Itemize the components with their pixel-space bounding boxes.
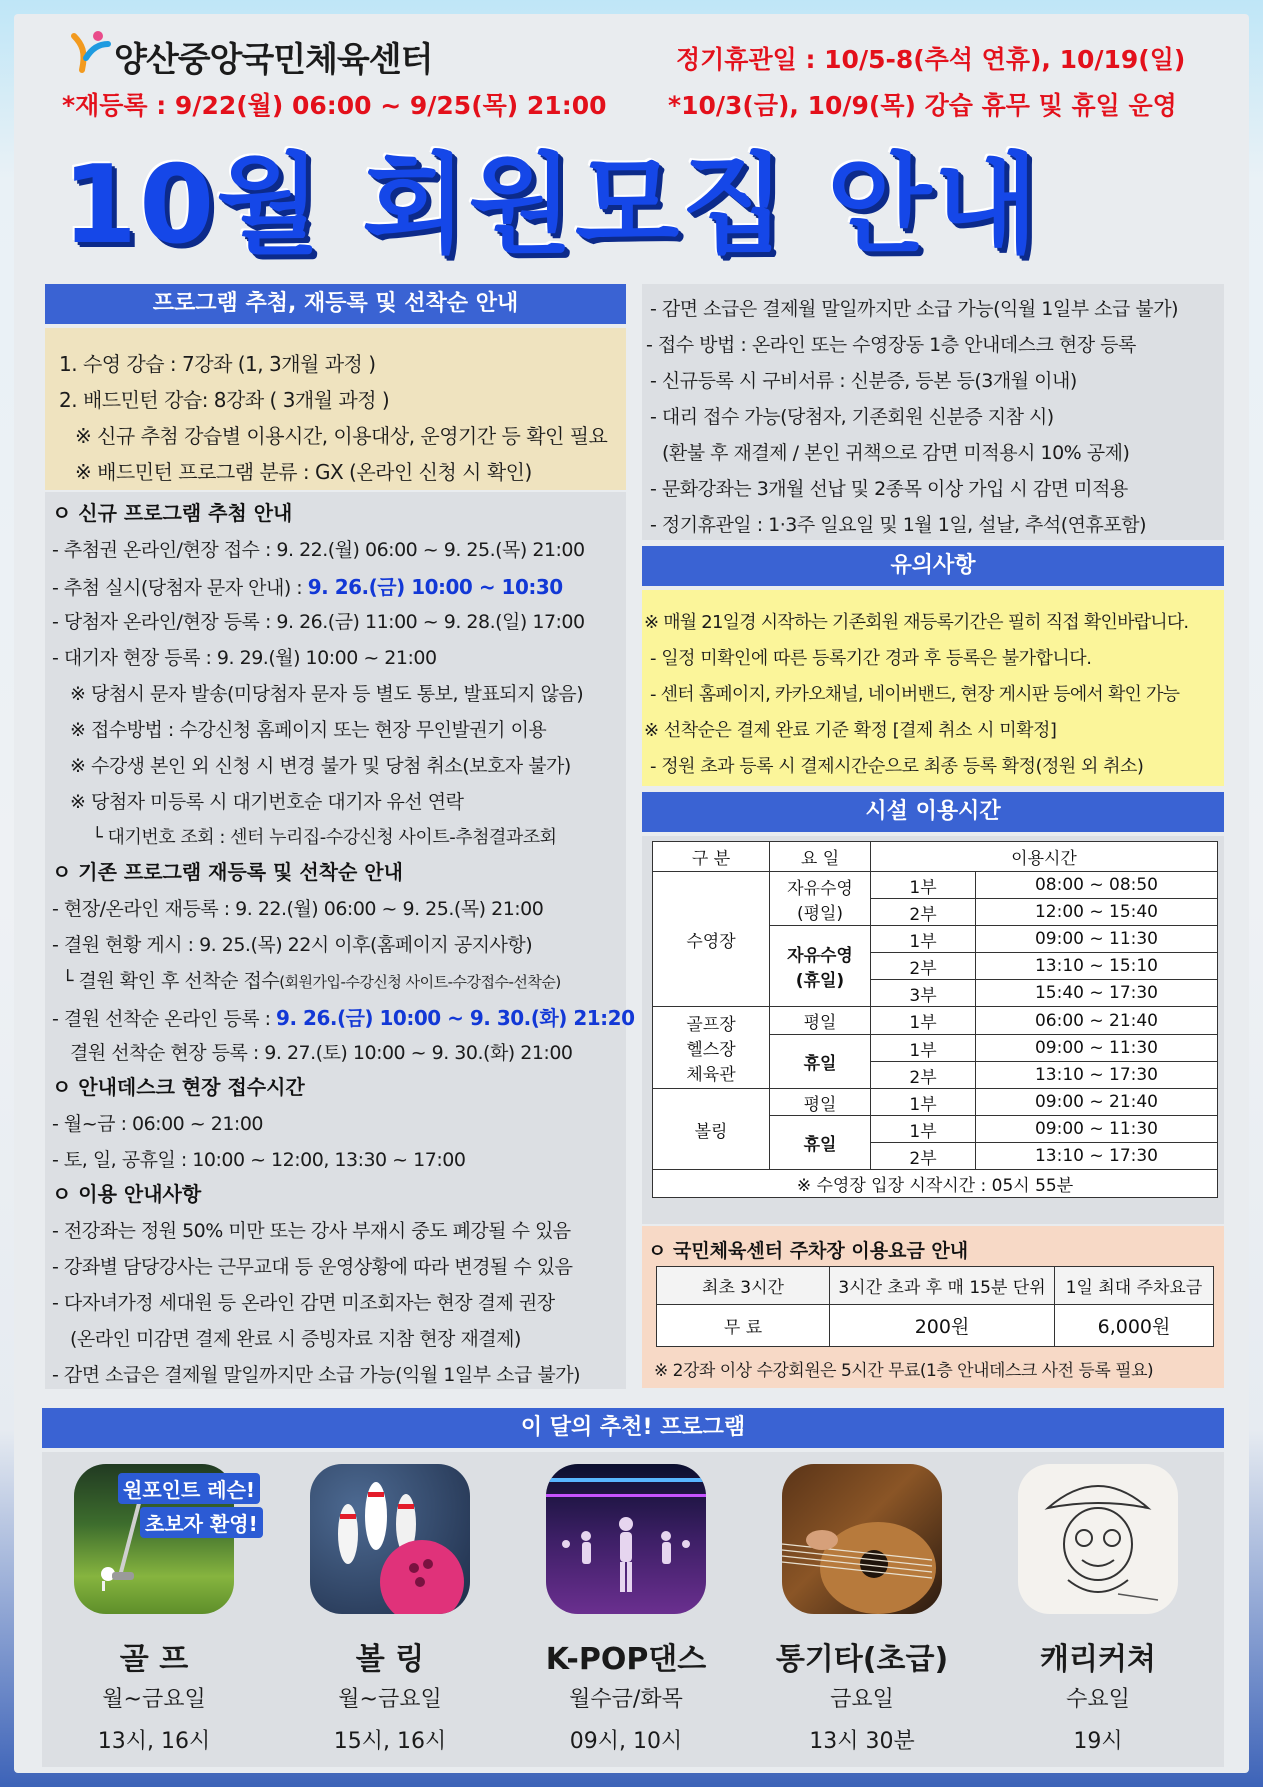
new-program-heading: ㅇ 신규 프로그램 추첨 안내 [52, 501, 293, 525]
caution-line-4: ※ 선착순은 결제 완료 기준 확정 [결제 취소 시 미확정] [644, 720, 1057, 741]
program-name: 캐리커쳐 [1040, 1642, 1156, 1677]
new-note-5: └ 대기번호 조회 : 센터 누리집-수강신청 사이트-추첨결과조회 [92, 827, 557, 848]
re-line-5: 결원 선착순 현장 등록 : 9. 27.(토) 10:00 ~ 9. 30.(화) 21:00 [70, 1042, 573, 1064]
caution-box [642, 590, 1224, 786]
parking-fee-free: 무 료 [657, 1305, 830, 1347]
reregister-heading: ㅇ 기존 프로그램 재등록 및 선착순 안내 [52, 860, 403, 884]
gym-label: 골프장 헬스장 체육관 [653, 1007, 770, 1089]
holiday-notice: *10/3(금), 10/9(목) 강습 휴무 및 휴일 운영 [668, 91, 1177, 120]
session-cell: 2부 [871, 1143, 976, 1170]
bowling-pins-icon [310, 1464, 470, 1614]
usage-line-3: - 다자녀가정 세대원 등 온라인 감면 미조회자는 현장 결제 권장 [52, 1292, 555, 1314]
free-swim-weekday: 자유수영 (평일) [770, 872, 871, 926]
session-cell: 1부 [871, 926, 976, 953]
caricature-face-icon [1018, 1464, 1178, 1614]
facility-header-time: 이용시간 [871, 842, 1218, 872]
parking-note: ※ 2강좌 이상 수강회원은 5시간 무료(1층 안내데스크 사전 등록 필요) [654, 1361, 1154, 1381]
center-logo-icon [68, 30, 112, 78]
session-cell: 1부 [871, 1116, 976, 1143]
desk-line-2: - 토, 일, 공휴일 : 10:00 ~ 12:00, 13:30 ~ 17:00 [52, 1149, 466, 1171]
program-days: 월~금요일 [102, 1687, 206, 1712]
page-title: 10월 회원모집 안내 [62, 143, 1040, 268]
badminton-course-line: 2. 배드민턴 강습: 8강좌 ( 3개월 과정 ) [59, 388, 390, 412]
program-name: 볼 링 [355, 1642, 425, 1677]
program-time: 13시 30분 [809, 1729, 915, 1754]
program-time: 19시 [1073, 1729, 1123, 1754]
program-days: 금요일 [830, 1687, 894, 1712]
re-line-2: - 결원 현황 게시 : 9. 25.(목) 22시 이후(홈페이지 공지사항) [52, 934, 533, 956]
usage-line-1: - 전강좌는 정원 50% 미만 또는 강사 부재시 중도 폐강될 수 있음 [52, 1220, 571, 1242]
new-note-2: ※ 접수방법 : 수강신청 홈페이지 또는 현장 무인발권기 이용 [70, 719, 547, 741]
draw-time: 9. 26.(금) 10:00 ~ 10:30 [307, 575, 563, 599]
right-line-2: - 접수 방법 : 온라인 또는 수영장동 1층 안내데스크 현장 등록 [646, 334, 1136, 356]
parking-fee-table [656, 1266, 1214, 1347]
dancers-icon [546, 1464, 706, 1614]
holiday-label: 휴일 [770, 1035, 871, 1089]
new-line-3: - 당첨자 온라인/현장 등록 : 9. 26.(금) 11:00 ~ 9. 28.(일) 17:00 [52, 611, 585, 633]
parking-fee-daily-max: 6,000원 [1055, 1305, 1214, 1347]
new-note-1: ※ 당첨시 문자 발송(미당첨자 문자 등 별도 통보, 발표되지 않음) [70, 683, 584, 705]
program-days: 월수금/화목 [569, 1687, 683, 1712]
facility-header-category: 구 분 [653, 842, 770, 872]
time-cell: 15:40 ~ 17:30 [976, 980, 1218, 1007]
program-days: 수요일 [1066, 1687, 1130, 1712]
usage-line-4: (온라인 미감면 결제 완료 시 증빙자료 지참 현장 재결제) [70, 1328, 521, 1350]
program-name: 골 프 [119, 1642, 189, 1677]
session-cell: 1부 [871, 1007, 976, 1035]
caution-line-5: - 정원 초과 등록 시 결제시간순으로 최종 등록 확정(정원 외 취소) [650, 756, 1144, 777]
new-note-4: ※ 당첨자 미등록 시 대기번호순 대기자 유선 연락 [70, 791, 464, 813]
weekday-label: 평일 [770, 1007, 871, 1035]
bowling-label: 볼링 [653, 1089, 770, 1170]
desk-heading: ㅇ 안내데스크 현장 접수시간 [52, 1075, 305, 1099]
golf-badge-lesson: 원포인트 레슨! [118, 1473, 260, 1504]
time-cell: 12:00 ~ 15:40 [976, 899, 1218, 926]
re-line-1: - 현장/온라인 재등록 : 9. 22.(월) 06:00 ~ 9. 25.(목) 21:00 [52, 898, 544, 920]
program-name: K-POP댄스 [545, 1642, 707, 1677]
course-check-note: ※ 신규 추첨 강습별 이용시간, 이용대상, 운영기간 등 확인 필요 [75, 424, 608, 448]
holiday-label: 휴일 [770, 1116, 871, 1170]
caution-line-3: - 센터 홈페이지, 카카오채널, 네이버밴드, 현장 게시판 등에서 확인 가능 [650, 684, 1180, 705]
time-cell: 13:10 ~ 17:30 [976, 1143, 1218, 1170]
usage-heading: ㅇ 이용 안내사항 [52, 1182, 202, 1206]
program-time: 09시, 10시 [569, 1729, 683, 1754]
right-info-panel [642, 284, 1224, 540]
right-line-5: (환불 후 재결제 / 본인 귀책으로 감면 미적용시 10% 공제) [662, 442, 1130, 464]
time-cell: 09:00 ~ 21:40 [976, 1089, 1218, 1116]
caricature-photo [1018, 1464, 1178, 1614]
time-cell: 08:00 ~ 08:50 [976, 872, 1218, 899]
swim-course-line: 1. 수영 강습 : 7강좌 (1, 3개월 과정 ) [59, 352, 376, 376]
usage-line-5: - 감면 소급은 결제월 말일까지만 소급 가능(익월 1일부 소급 불가) [52, 1364, 580, 1386]
program-name: 통기타(초급) [775, 1642, 949, 1677]
center-name: 양산중앙국민체육센터 [114, 40, 433, 80]
session-cell: 2부 [871, 899, 976, 926]
right-line-6: - 문화강좌는 3개월 선납 및 2종목 이상 가입 시 감면 미적용 [650, 478, 1128, 500]
kpop-dance-photo [546, 1464, 706, 1614]
guitar-photo [782, 1464, 942, 1614]
badminton-gx-note: ※ 배드민턴 프로그램 분류 : GX (온라인 신청 시 확인) [75, 460, 532, 484]
right-line-7: - 정기휴관일 : 1·3주 일요일 및 1월 1일, 설날, 추석(연휴포함) [650, 514, 1146, 536]
session-cell: 3부 [871, 980, 976, 1007]
usage-line-2: - 강좌별 담당강사는 근무교대 등 운영상황에 따라 변경될 수 있음 [52, 1256, 573, 1278]
weekday-label: 평일 [770, 1089, 871, 1116]
golf-badge-beginner: 초보자 환영! [140, 1507, 263, 1538]
bowling-photo [310, 1464, 470, 1614]
new-line-4: - 대기자 현장 등록 : 9. 29.(월) 10:00 ~ 21:00 [52, 647, 437, 669]
session-cell: 1부 [871, 1035, 976, 1062]
free-swim-holiday: 자유수영 (휴일) [770, 926, 871, 1007]
facility-header-day: 요 일 [770, 842, 871, 872]
pool-entry-note: ※ 수영장 입장 시작시간 : 05시 55분 [653, 1170, 1218, 1198]
time-cell: 09:00 ~ 11:30 [976, 926, 1218, 953]
desk-line-1: - 월~금 : 06:00 ~ 21:00 [52, 1113, 264, 1135]
caution-line-2: - 일정 미확인에 따른 등록기간 경과 후 등록은 불가합니다. [650, 648, 1092, 669]
closed-days-notice: 정기휴관일 : 10/5-8(추석 연휴), 10/19(일) [676, 45, 1186, 74]
time-cell: 13:10 ~ 17:30 [976, 1062, 1218, 1089]
program-summary-box [45, 328, 626, 490]
guitar-icon [782, 1464, 942, 1614]
re-line-4 [52, 1002, 635, 1031]
session-cell: 2부 [871, 953, 976, 980]
program-time: 13시, 16시 [97, 1729, 211, 1754]
section-bar-program: 프로그램 추첨, 재등록 및 선착순 안내 [45, 284, 626, 324]
pool-label: 수영장 [653, 872, 770, 1007]
facility-hours-table [652, 841, 1218, 1198]
right-line-3: - 신규등록 시 구비서류 : 신분증, 등본 등(3개월 이내) [650, 370, 1077, 392]
new-note-3: ※ 수강생 본인 외 신청 시 변경 불가 및 당첨 취소(보호자 불가) [70, 755, 571, 777]
right-line-4: - 대리 접수 가능(당첨자, 기존회원 신분증 지참 시) [650, 406, 1054, 428]
draw-label: - 추첨 실시(당첨자 문자 안내) : [52, 577, 308, 599]
re-line-3 [62, 966, 561, 993]
online-first-come-time: 9. 26.(금) 10:00 ~ 9. 30.(화) 21:20 [276, 1006, 635, 1030]
caution-line-1: ※ 매월 21일경 시작하는 기존회원 재등록기간은 필히 직접 확인바랍니다. [644, 612, 1189, 633]
time-cell: 09:00 ~ 11:30 [976, 1035, 1218, 1062]
section-bar-caution: 유의사항 [642, 546, 1224, 586]
session-cell: 1부 [871, 1089, 976, 1116]
vacancy-path: (회원가입-수강신청 사이트-수강접수-선착순) [279, 973, 561, 991]
session-cell: 2부 [871, 1062, 976, 1089]
new-line-2 [52, 571, 563, 600]
online-first-come-label: - 결원 선착순 온라인 등록 : [52, 1008, 277, 1030]
session-cell: 1부 [871, 872, 976, 899]
section-bar-recommend: 이 달의 추천! 프로그램 [42, 1408, 1224, 1448]
parking-fee-per-15min: 200원 [830, 1305, 1055, 1347]
time-cell: 06:00 ~ 21:40 [976, 1007, 1218, 1035]
parking-header: 최초 3시간 [657, 1267, 830, 1305]
program-time: 15시, 16시 [333, 1729, 447, 1754]
parking-heading: ㅇ 국민체육센터 주차장 이용요금 안내 [648, 1240, 969, 1262]
parking-header: 3시간 초과 후 매 15분 단위 [830, 1267, 1055, 1305]
reregister-notice: *재등록 : 9/22(월) 06:00 ~ 9/25(목) 21:00 [62, 91, 607, 120]
time-cell: 13:10 ~ 15:10 [976, 953, 1218, 980]
new-line-1: - 추첨권 온라인/현장 접수 : 9. 22.(월) 06:00 ~ 9. 25.(목) 21:00 [52, 539, 585, 561]
program-days: 월~금요일 [338, 1687, 442, 1712]
time-cell: 09:00 ~ 11:30 [976, 1116, 1218, 1143]
section-bar-facility: 시설 이용시간 [642, 792, 1224, 832]
parking-header: 1일 최대 주차요금 [1055, 1267, 1214, 1305]
right-line-1: - 감면 소급은 결제월 말일까지만 소급 가능(익월 1일부 소급 불가) [650, 298, 1178, 320]
parking-box [642, 1226, 1224, 1388]
vacancy-confirm: └ 결원 확인 후 선착순 접수 [62, 970, 280, 992]
